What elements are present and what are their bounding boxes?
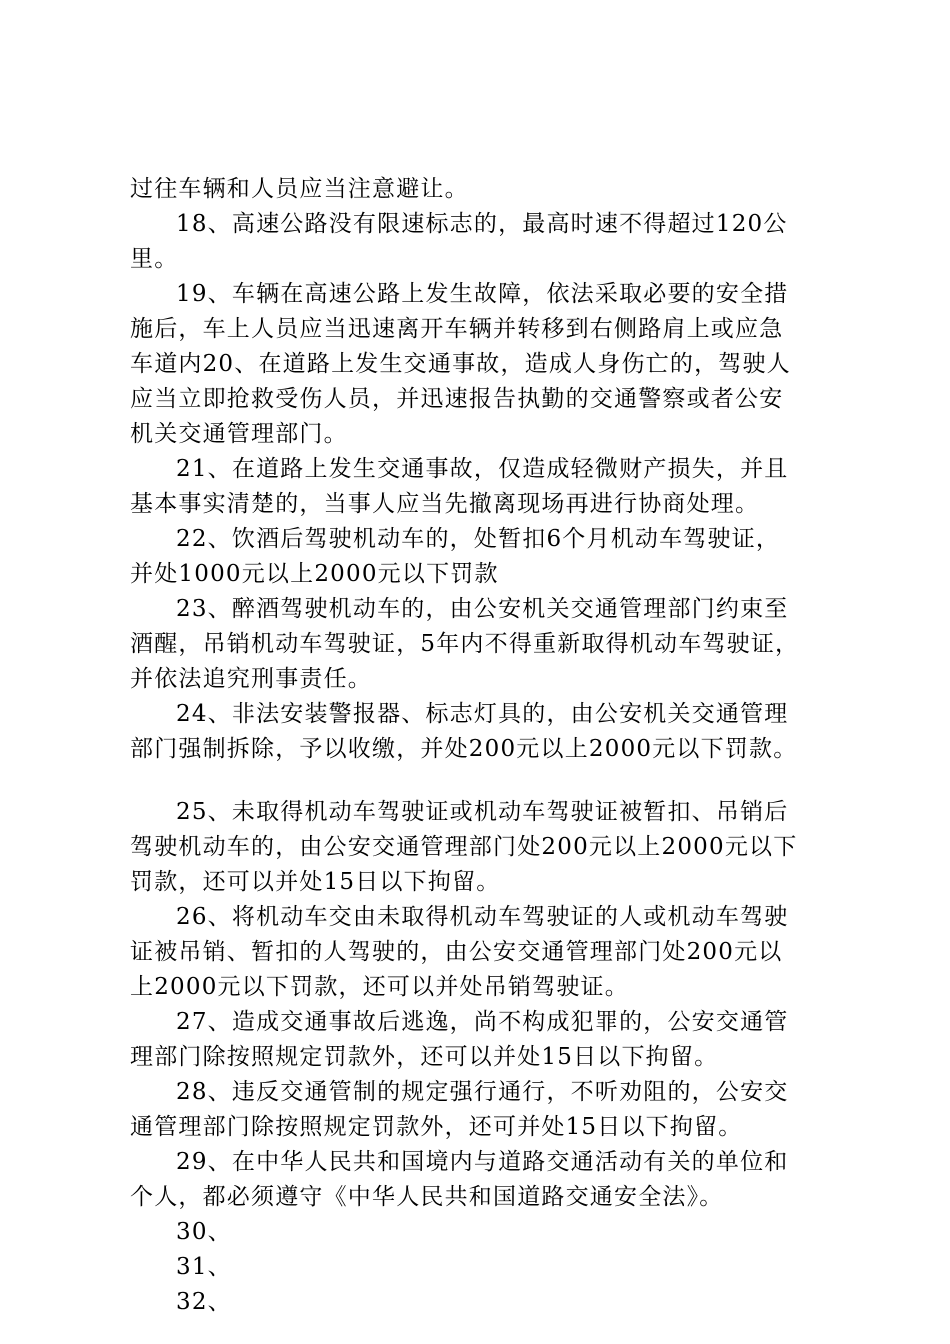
text-line: 部门强制拆除，予以收缴，并处200元以上2000元以下罚款。 bbox=[130, 736, 798, 762]
text-line: 基本事实清楚的，当事人应当先撤离现场再进行协商处理。 bbox=[130, 491, 760, 517]
text-line: 21、在道路上发生交通事故，仅造成轻微财产损失，并且 bbox=[176, 456, 789, 482]
text-line: 30、 bbox=[176, 1219, 232, 1245]
text-line: 罚款，还可以并处15日以下拘留。 bbox=[130, 869, 501, 895]
paragraph-gap bbox=[130, 767, 836, 795]
document-body bbox=[130, 172, 836, 1320]
text-line: 里。 bbox=[130, 246, 179, 272]
text-line: 23、醉酒驾驶机动车的，由公安机关交通管理部门约束至 bbox=[176, 596, 789, 622]
text-line: 并依法追究刑事责任。 bbox=[130, 666, 372, 692]
text-line: 19、车辆在高速公路上发生故障，依法采取必要的安全措 bbox=[176, 281, 789, 307]
text-line: 29、在中华人民共和国境内与道路交通活动有关的单位和 bbox=[176, 1149, 789, 1175]
text-line: 25、未取得机动车驾驶证或机动车驾驶证被暂扣、吊销后 bbox=[176, 799, 789, 825]
text-line: 个人，都必须遵守《中华人民共和国道路交通安全法》。 bbox=[130, 1184, 724, 1210]
text-line: 酒醒，吊销机动车驾驶证，5年内不得重新取得机动车驾驶证， bbox=[130, 631, 800, 657]
text-line: 26、将机动车交由未取得机动车驾驶证的人或机动车驾驶 bbox=[176, 904, 789, 930]
text-line: 驾驶机动车的，由公安交通管理部门处200元以上2000元以下 bbox=[130, 834, 798, 860]
text-line: 车道内20、在道路上发生交通事故，造成人身伤亡的，驾驶人 bbox=[130, 351, 791, 377]
text-line: 22、饮酒后驾驶机动车的，处暂扣6个月机动车驾驶证， bbox=[176, 526, 781, 552]
text-line: 32、 bbox=[176, 1289, 232, 1315]
text-line: 24、非法安装警报器、标志灯具的，由公安机关交通管理 bbox=[176, 701, 789, 727]
text-line: 应当立即抢救受伤人员，并迅速报告执勤的交通警察或者公安 bbox=[130, 386, 784, 412]
text-line: 证被吊销、暂扣的人驾驶的，由公安交通管理部门处200元以 bbox=[130, 939, 783, 965]
text-line: 28、违反交通管制的规定强行通行，不听劝阻的，公安交 bbox=[176, 1079, 789, 1105]
text-line: 过往车辆和人员应当注意避让。 bbox=[130, 176, 469, 202]
text-line: 施后，车上人员应当迅速离开车辆并转移到右侧路肩上或应急 bbox=[130, 316, 784, 342]
text-line: 31、 bbox=[176, 1254, 232, 1280]
text-line: 通管理部门除按照规定罚款外，还可并处15日以下拘留。 bbox=[130, 1114, 743, 1140]
text-line: 18、高速公路没有限速标志的，最高时速不得超过120公 bbox=[176, 211, 788, 237]
text-line: 理部门除按照规定罚款外，还可以并处15日以下拘留。 bbox=[130, 1044, 719, 1070]
text-line: 27、造成交通事故后逃逸，尚不构成犯罪的，公安交通管 bbox=[176, 1009, 789, 1035]
text-line: 机关交通管理部门。 bbox=[130, 421, 348, 447]
text-line: 并处1000元以上2000元以下罚款 bbox=[130, 561, 499, 587]
text-line: 上2000元以下罚款，还可以并处吊销驾驶证。 bbox=[130, 974, 629, 1000]
